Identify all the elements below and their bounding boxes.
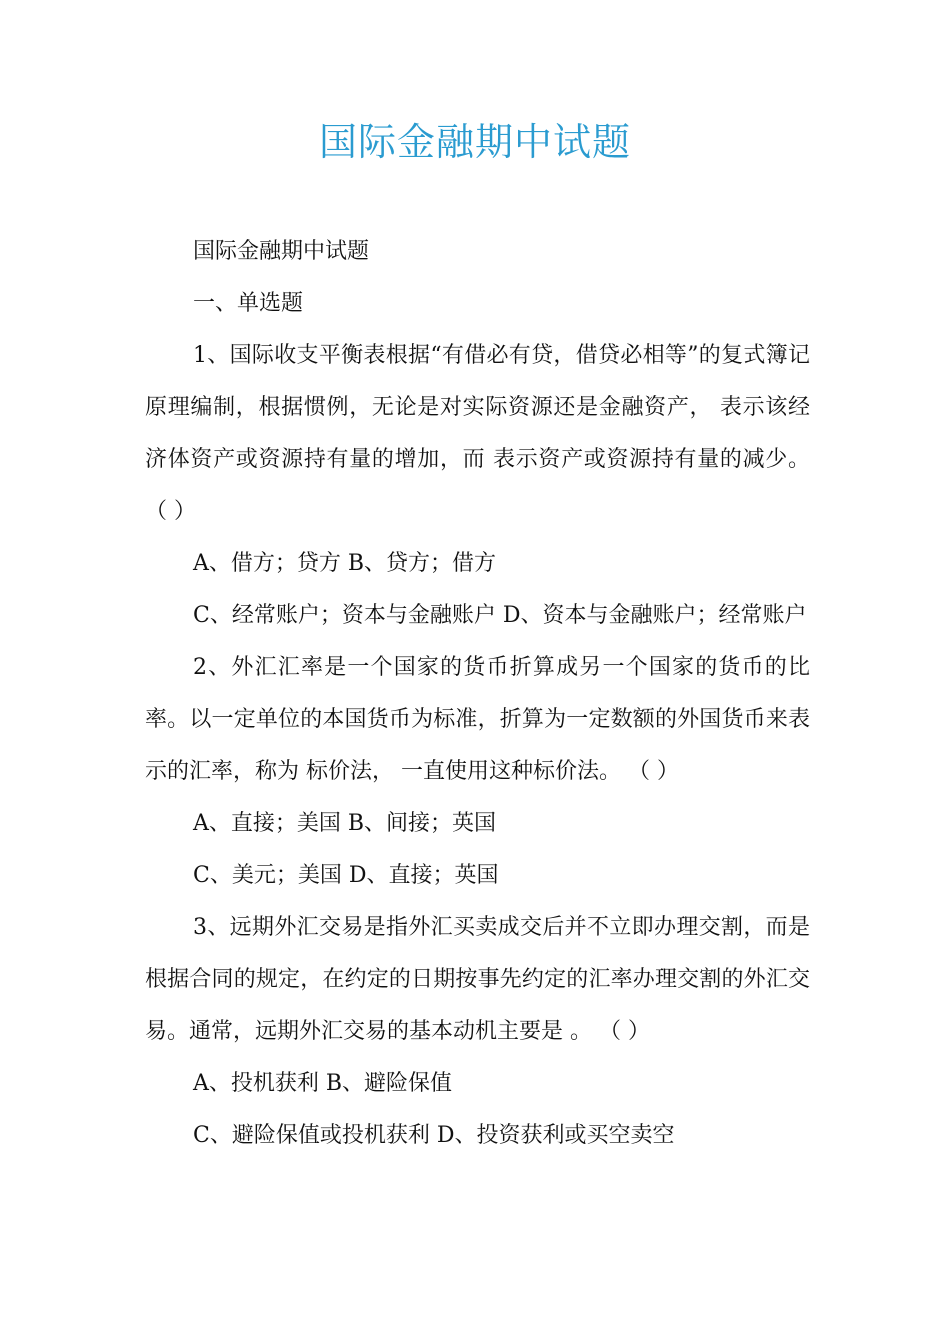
- question-2-options-cd: C、美元；美国 D、直接；英国: [193, 863, 499, 888]
- section-heading: 一、单选题: [193, 291, 304, 316]
- question-2: 2、外汇汇率是一个国家的货币折算成另一个国家的货币的比率。以一定单位的本国货币为标准，折算为一定数额的外国货币来表示的汇率，称为 标价法， 一直使用这种标价法。 （ ）: [145, 655, 810, 784]
- question-1-options-ab: A、借方；贷方 B、贷方；借方: [193, 551, 497, 576]
- question-1: 1、国际收支平衡表根据“有借必有贷，借贷必相等”的复式簿记原理编制，根据惯例，无论是对实际资源还是金融资产， 表示该经济体资产或资源持有量的增加，而 表示资产或资源持有量的减少。 （ ）: [145, 343, 810, 524]
- subtitle-paragraph: 国际金融期中试题: [193, 239, 370, 264]
- question-1-options-cd: C、经常账户；资本与金融账户 D、资本与金融账户；经常账户: [193, 603, 807, 628]
- question-3-options-cd: C、避险保值或投机获利 D、投资获利或买空卖空: [193, 1123, 675, 1148]
- question-3-options-ab: A、投机获利 B、避险保值: [193, 1071, 453, 1096]
- question-2-options-ab: A、直接；美国 B、间接；英国: [193, 811, 497, 836]
- document-body: [145, 226, 810, 1162]
- question-3: 3、远期外汇交易是指外汇买卖成交后并不立即办理交割，而是根据合同的规定，在约定的日期按事先约定的汇率办理交割的外汇交易。通常，远期外汇交易的基本动机主要是 。 （ ）: [145, 915, 810, 1044]
- document-title: 国际金融期中试题: [318, 120, 631, 164]
